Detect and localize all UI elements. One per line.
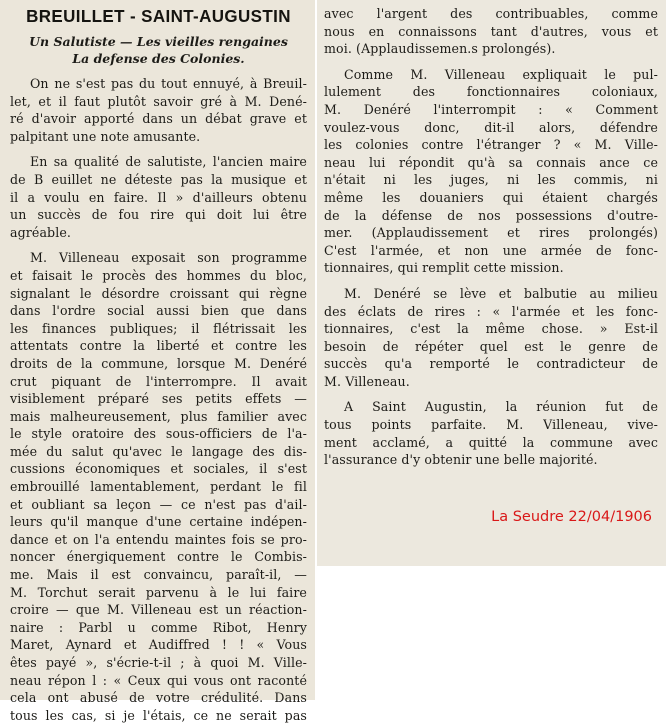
text-line: embrouillé lamentablement, perdant le fil	[10, 479, 307, 495]
text-line: tous points parfaite. M. Villeneau, vive-	[324, 417, 658, 433]
text-line: voulez-vous donc, dit-il alors, défendre	[324, 119, 658, 135]
text-line: succès qu'a remporté le contradicteur de	[324, 356, 658, 372]
text-line: mais malheureusement, plus familier avec	[10, 408, 307, 424]
text-line: tionnaires, c'est la même chose. » Est-il	[324, 321, 658, 337]
text-line: des éclats de rires : « l'armée et les fonc-	[324, 303, 658, 319]
text-line: tionnaires, qui remplit cette mission.	[324, 260, 564, 276]
text-line: noncer énergiquement contre le Combis-	[10, 549, 307, 565]
text-line: il a voulu en faire. Il » d'ailleurs obtenu	[10, 189, 307, 205]
text-line: C'est l'armée, et non une armée de fonc-	[324, 242, 658, 258]
text-line: besoin de répéter quel est le genre de	[324, 338, 658, 354]
text-line: palpitant une note amusante.	[10, 128, 201, 144]
text-line: même les douaniers qui étaient chargés	[324, 189, 658, 205]
text-line: de B euillet ne déteste pas la musique et	[10, 171, 307, 187]
text-line: n'était ni les juges, ni les commis, ni	[324, 172, 658, 188]
text-line: et oubliant sa leçon — ce n'est pas d'ail-	[10, 496, 307, 512]
text-line: A Saint Augustin, la réunion fut de	[344, 399, 658, 415]
text-line: les finances publiques; il flétrissait les	[10, 320, 307, 336]
paragraph-gap	[324, 58, 658, 66]
text-line: M. Torchut serait parvenu à le lui faire	[10, 584, 307, 600]
text-line: cussions économiques et sociales, il s'est	[10, 461, 307, 477]
article-column-right	[317, 0, 666, 566]
left-column-text	[10, 75, 307, 724]
text-line: let, et il faut plutôt savoir gré à M. Dené-	[10, 93, 307, 109]
text-line: signalant le désordre croissant qui règne	[10, 285, 307, 301]
text-line: ré d'avoir apporté dans un débat grave et	[10, 111, 307, 127]
article-headline: BREUILLET - SAINT-AUGUSTIN	[26, 6, 291, 26]
text-line: neau lui répondit qu'à sa connais ance ce	[324, 154, 658, 170]
text-line: crut piquant de l'interrompre. Il avait	[10, 373, 307, 389]
source-note: La Seudre 22/04/1906	[491, 509, 652, 525]
text-line: lulement des fonctionnaires coloniaux,	[324, 84, 658, 100]
text-line: visiblement préparé ses petits effets —	[10, 391, 307, 407]
text-line: M. Villeneau.	[324, 373, 410, 389]
text-line: moi. (Applaudissemen.s prolongés).	[324, 41, 556, 57]
text-line: En sa qualité de salutiste, l'ancien maire	[30, 154, 307, 170]
text-line: neau répon l : « Ceux qui vous ont raconté	[10, 672, 307, 688]
text-line: l'assurance d'y obtenir une belle majorité.	[324, 452, 598, 468]
text-line: attentats contre la liberté et contre les	[10, 338, 307, 354]
text-line: cela ont abusé de votre crédulité. Dans	[10, 690, 307, 706]
text-line: nous en connaissons tant d'autres, vous et	[324, 23, 658, 39]
text-line: mée du salut qu'avec le langage des dis-	[10, 443, 307, 459]
text-line: droits de la commune, lorsque M. Denéré	[10, 355, 307, 371]
text-line: et faisait le procès des hommes du bloc,	[10, 267, 307, 283]
article-column-left	[0, 0, 315, 723]
text-line: êtes payé », s'écrie-t-il ; à quoi M. Ville-	[10, 655, 307, 670]
text-line: croire — que M. Villeneau est un réaction-	[10, 602, 307, 618]
right-column-text	[324, 5, 658, 469]
text-line: tous les cas, si je l'étais, ce ne serait pas	[10, 707, 307, 723]
text-line: avec l'argent des contribuables, comme	[324, 6, 658, 21]
text-line: M. Denéré l'interrompit : « Comment	[324, 101, 658, 117]
article-subhead-1: Un Salutiste — Les vieilles rengaines	[29, 34, 288, 49]
text-line: mer. (Applaudissement et rires prolongés)	[324, 225, 658, 241]
text-line: leurs qu'il manque d'une certaine indépen-	[10, 514, 307, 530]
paragraph-gap	[10, 145, 307, 153]
paragraph-gap	[324, 277, 658, 285]
text-line: M. Villeneau exposait son programme	[30, 250, 307, 266]
article-subhead-2: La defense des Colonies.	[72, 51, 245, 66]
text-line: Maret, Aynard et Audiffred ! ! « Vous	[10, 637, 307, 653]
paragraph-gap	[324, 390, 658, 398]
text-line: le style oratoire des sous-officiers de l'a-	[10, 426, 307, 442]
text-line: un succès de fou rire qui doit lui être	[10, 207, 307, 223]
text-line: On ne s'est pas du tout ennuyé, à Breuil-	[30, 76, 307, 91]
text-line: M. Denéré se lève et balbutie au milieu	[344, 285, 658, 301]
text-line: de la défense de nos possessions d'outre-	[324, 207, 658, 223]
paragraph-gap	[10, 241, 307, 249]
text-line: naire : Parbl u comme Ribot, Henry	[10, 619, 307, 635]
text-line: ment acclamé, a quitté la commune avec	[324, 434, 658, 450]
text-line: dans l'ordre social aussi bien que dans	[10, 303, 307, 319]
text-line: me. Mais il est convaincu, paraît-il, —	[10, 567, 307, 583]
text-line: les colonies contre l'étranger ? « M. Ville-	[324, 137, 658, 153]
text-line: agréable.	[10, 224, 71, 240]
text-line: dance et on l'a entendu maintes fois se pro-	[10, 531, 307, 547]
text-line: Comme M. Villeneau expliquait le pul-	[344, 66, 658, 82]
